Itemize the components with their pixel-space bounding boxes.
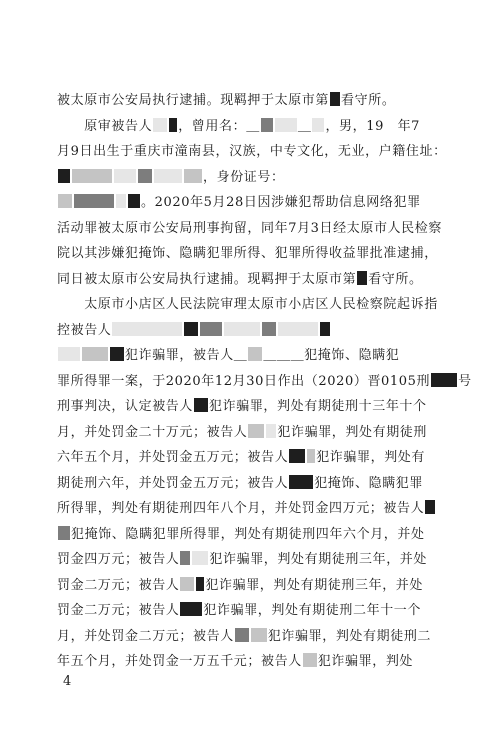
redaction-block — [58, 347, 80, 361]
redaction-block — [289, 449, 305, 463]
text-segment: 罚金四万元；被告人 — [57, 552, 180, 567]
text-segment: 犯诈骗罪，被告人＿ — [125, 348, 248, 363]
redaction-block — [184, 322, 198, 336]
redaction-block — [357, 271, 367, 285]
text-segment: 同日被太原市公安局执行逮捕。现羁押于太原市第 — [57, 271, 357, 287]
redaction-block — [114, 169, 136, 183]
text-line — [57, 445, 439, 471]
text-segment: ＿ — [246, 118, 260, 134]
redaction-block — [72, 169, 112, 183]
text-segment: 犯诈骗罪，判处有期徒刑 — [277, 424, 428, 440]
redaction-block — [128, 194, 140, 208]
text-segment: 罚金二万元；被告人 — [57, 577, 180, 593]
text-line — [57, 190, 439, 216]
text-line — [57, 267, 439, 293]
redaction-block — [431, 373, 457, 387]
redaction-block — [58, 169, 70, 183]
text-line — [57, 343, 439, 369]
text-line — [57, 420, 439, 446]
text-line — [57, 216, 442, 242]
redaction-block — [180, 577, 194, 591]
text-line — [57, 241, 439, 267]
page-number: 4 — [63, 674, 72, 689]
text-segment: 犯诈骗罪，判处 — [317, 654, 414, 669]
redaction-block — [153, 118, 167, 132]
text-line — [57, 369, 472, 395]
text-segment: 六年五个月，并处罚金五万元；被告人 — [57, 450, 289, 465]
text-segment: ，曾用名： — [178, 118, 247, 134]
redaction-block — [303, 653, 317, 667]
text-segment: 罚金二万元；被告人 — [57, 603, 180, 618]
text-segment: 犯掩饰、隐瞒犯罪 — [314, 475, 424, 491]
redaction-block — [180, 551, 190, 565]
paragraph-3 — [57, 292, 472, 675]
text-segment: 控被告人 — [57, 322, 112, 338]
redaction-block — [58, 526, 70, 540]
redaction-block — [261, 118, 273, 132]
redaction-block — [184, 169, 202, 183]
text-line — [57, 624, 439, 650]
redaction-block — [275, 118, 297, 132]
text-line — [57, 114, 439, 140]
text-segment: 太原市小店区人民法院审理太原市小店区人民检察院起诉指 — [57, 297, 438, 312]
text-line — [57, 292, 439, 318]
redaction-block — [74, 194, 114, 208]
text-segment: 犯诈骗罪，判处有期徒刑三年，并处 — [209, 552, 428, 567]
text-line — [57, 139, 447, 165]
text-segment: 犯诈骗罪，判处有期徒刑二年十一个 — [203, 603, 422, 618]
text-line — [57, 394, 439, 420]
redaction-block — [82, 347, 108, 361]
redaction-block — [154, 169, 182, 183]
redaction-block — [425, 500, 435, 514]
text-segment: ＿ — [297, 118, 312, 134]
text-segment: 原审被告人 — [57, 118, 153, 134]
redaction-block — [110, 347, 124, 361]
text-segment: 被太原市公安局执行逮捕。现羁押于太原市第 — [57, 93, 330, 108]
redaction-block — [289, 475, 313, 489]
redaction-block — [307, 449, 315, 463]
text-line — [57, 318, 439, 344]
text-segment: 刑事判决，认定被告人 — [57, 399, 194, 414]
text-line — [57, 573, 439, 599]
text-segment: 看守所。 — [368, 271, 423, 287]
redaction-block — [138, 169, 152, 183]
redaction-block — [194, 398, 208, 412]
redaction-block — [58, 194, 72, 208]
redaction-block — [200, 322, 222, 336]
redaction-block — [116, 194, 126, 208]
redaction-block — [248, 347, 262, 361]
text-line — [57, 496, 439, 522]
text-line — [57, 547, 439, 573]
text-segment: 犯诈骗罪，判处有期徒刑十三年十个 — [209, 399, 427, 414]
redaction-block — [312, 118, 324, 132]
text-line — [57, 649, 439, 675]
text-segment: 院以其涉嫌犯掩饰、隐瞒犯罪所得、犯罪所得收益罪批准逮捕， — [57, 246, 438, 261]
redaction-block — [169, 118, 177, 132]
text-segment: 期徒刑六年，并处罚金五万元；被告人 — [57, 475, 289, 491]
text-segment: 月9日出生于重庆市潼南县，汉族，中专文化，无业，户籍住址： — [57, 144, 447, 159]
text-segment: 年五个月，并处罚金一万五千元；被告人 — [57, 654, 302, 669]
text-segment: 罪所得罪一案，于2020年12月30日作出（2020）晋0105刑 — [57, 373, 431, 389]
text-segment: 犯诈骗罪，判处有期徒刑二 — [267, 628, 432, 644]
text-segment: 犯诈骗罪，判处有期徒刑三年，并处 — [205, 577, 424, 593]
text-segment: ＿＿＿犯掩饰、隐瞒犯 — [263, 348, 400, 363]
text-line — [57, 88, 439, 114]
text-segment: 所得罪，判处有期徒刑四年八个月，并处罚金四万元；被告人 — [57, 501, 425, 516]
redaction-block — [248, 424, 264, 438]
redaction-block — [192, 551, 208, 565]
redaction-block — [251, 628, 267, 642]
redaction-block — [112, 322, 182, 336]
text-segment: ，身份证号： — [203, 169, 285, 185]
text-line — [57, 598, 439, 624]
redaction-block — [320, 322, 330, 336]
text-segment: 犯掩饰、隐瞒犯罪所得罪，判处有期徒刑四年六个月，并处 — [71, 526, 425, 542]
text-line — [57, 471, 439, 497]
paragraph-1 — [57, 88, 439, 114]
paragraph-2 — [57, 114, 447, 293]
text-segment: 。2020年5月28日因涉嫌犯帮助信息网络犯罪 — [141, 195, 421, 210]
redaction-block — [262, 322, 276, 336]
redaction-block — [278, 322, 318, 336]
redaction-block — [224, 322, 260, 336]
redaction-block — [330, 92, 340, 106]
redaction-block — [196, 577, 204, 591]
text-segment: 犯诈骗罪，判处有 — [316, 450, 426, 465]
text-segment: 号 — [458, 373, 472, 389]
text-segment: 月，并处罚金二十万元；被告人 — [57, 424, 248, 440]
text-segment: 活动罪被太原市公安局刑事拘留，同年7月3日经太原市人民检察 — [57, 220, 442, 236]
redaction-block — [180, 602, 202, 616]
redaction-block — [266, 424, 276, 438]
redaction-block — [235, 628, 249, 642]
text-line — [57, 522, 439, 548]
text-segment: 看守所。 — [341, 93, 396, 108]
text-segment: ，男，19 年7 — [325, 118, 421, 134]
text-line — [57, 165, 439, 191]
text-segment: 月，并处罚金二万元；被告人 — [57, 628, 234, 644]
